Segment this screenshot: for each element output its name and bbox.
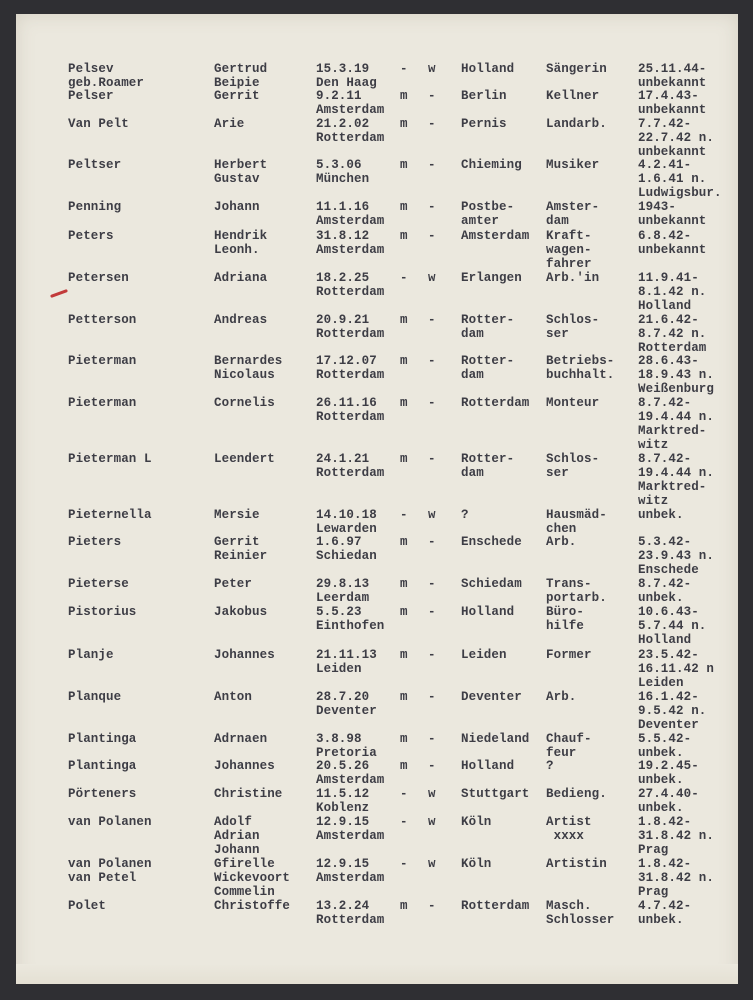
cell-dates: 28.6.43- 18.9.43 n. Weißenburg <box>638 354 715 396</box>
cell-given: Arie <box>214 117 245 131</box>
cell-sex: - <box>400 62 408 76</box>
cell-dates: 10.6.43- 5.7.44 n. Holland <box>638 605 707 647</box>
cell-status: - <box>428 577 436 591</box>
cell-sex: - <box>400 815 408 829</box>
cell-given: Herbert Gustav <box>214 158 268 186</box>
cell-job: Betriebs- buchhalt. <box>546 354 615 382</box>
cell-town: Postbe- amter <box>461 200 515 228</box>
cell-given: Gerrit <box>214 89 260 103</box>
cell-surname: Pieterman <box>68 396 137 410</box>
cell-town: Schiedam <box>461 577 522 591</box>
cell-town: Leiden <box>461 648 507 662</box>
cell-birth: 31.8.12 Amsterdam <box>316 229 385 257</box>
cell-given: Johann <box>214 200 260 214</box>
cell-sex: - <box>400 271 408 285</box>
cell-status: w <box>428 508 436 522</box>
cell-sex: m <box>400 313 408 327</box>
cell-sex: m <box>400 396 408 410</box>
cell-job: Masch. Schlosser <box>546 899 615 927</box>
cell-sex: m <box>400 535 408 549</box>
cell-given: Peter <box>214 577 253 591</box>
cell-given: Hendrik Leonh. <box>214 229 268 257</box>
cell-status: - <box>428 452 436 466</box>
cell-town: Stuttgart <box>461 787 530 801</box>
cell-town: Rotter- dam <box>461 313 515 341</box>
cell-job: Hausmäd- chen <box>546 508 607 536</box>
cell-sex: - <box>400 787 408 801</box>
cell-status: - <box>428 200 436 214</box>
cell-surname: Polet <box>68 899 107 913</box>
cell-status: w <box>428 857 436 871</box>
cell-given: Adolf Adrian Johann <box>214 815 260 857</box>
cell-job: Chauf- feur <box>546 732 592 760</box>
cell-job: Artistin <box>546 857 607 871</box>
cell-job: Arb. <box>546 690 577 704</box>
cell-sex: m <box>400 690 408 704</box>
cell-town: Deventer <box>461 690 522 704</box>
cell-town: Berlin <box>461 89 507 103</box>
cell-surname: Van Pelt <box>68 117 129 131</box>
cell-surname: Planje <box>68 648 114 662</box>
cell-sex: m <box>400 354 408 368</box>
cell-dates: 11.9.41- 8.1.42 n. Holland <box>638 271 707 313</box>
cell-sex: - <box>400 508 408 522</box>
cell-town: Rotterdam <box>461 396 530 410</box>
cell-status: - <box>428 732 436 746</box>
cell-sex: - <box>400 857 408 871</box>
cell-dates: 4.7.42- unbek. <box>638 899 692 927</box>
red-pencil-mark <box>50 289 68 298</box>
cell-job: Arb.'in <box>546 271 600 285</box>
cell-surname: Plantinga <box>68 759 137 773</box>
cell-sex: m <box>400 577 408 591</box>
cell-sex: m <box>400 229 408 243</box>
cell-dates: 7.7.42- 22.7.42 n. unbekannt <box>638 117 715 159</box>
cell-job: Artist xxxx <box>546 815 592 843</box>
cell-surname: Pieterse <box>68 577 129 591</box>
cell-surname: Petterson <box>68 313 137 327</box>
cell-birth: 20.9.21 Rotterdam <box>316 313 385 341</box>
cell-town: Rotterdam <box>461 899 530 913</box>
cell-town: ? <box>461 508 469 522</box>
cell-given: Christoffe <box>214 899 291 913</box>
cell-dates: 1.8.42- 31.8.42 n. Prag <box>638 857 715 899</box>
cell-dates: 1943- unbekannt <box>638 200 707 228</box>
cell-given: Gfirelle Wickevoort Commelin <box>214 857 291 899</box>
cell-given: Johannes <box>214 648 275 662</box>
cell-job: Kellner <box>546 89 600 103</box>
cell-status: w <box>428 62 436 76</box>
cell-given: Andreas <box>214 313 268 327</box>
cell-birth: 29.8.13 Leerdam <box>316 577 370 605</box>
cell-given: Leendert <box>214 452 275 466</box>
cell-surname: Pieterman L <box>68 452 152 466</box>
cell-birth: 5.3.06 München <box>316 158 370 186</box>
cell-birth: 14.10.18 Lewarden <box>316 508 377 536</box>
cell-dates: 23.5.42- 16.11.42 n Leiden <box>638 648 715 690</box>
cell-surname: van Polanen van Petel <box>68 857 152 885</box>
cell-job: Former <box>546 648 592 662</box>
cell-sex: m <box>400 732 408 746</box>
cell-dates: 8.7.42- 19.4.44 n. Marktred- witz <box>638 452 715 508</box>
cell-job: Sängerin <box>546 62 607 76</box>
cell-dates: unbek. <box>638 508 684 522</box>
cell-dates: 8.7.42- 19.4.44 n. Marktred- witz <box>638 396 715 452</box>
cell-status: - <box>428 605 436 619</box>
cell-surname: Petersen <box>68 271 129 285</box>
cell-birth: 15.3.19 Den Haag <box>316 62 377 90</box>
cell-status: - <box>428 535 436 549</box>
cell-sex: m <box>400 899 408 913</box>
cell-birth: 28.7.20 Deventer <box>316 690 377 718</box>
cell-given: Gertrud Beipie <box>214 62 268 90</box>
cell-birth: 11.5.12 Koblenz <box>316 787 370 815</box>
cell-town: Köln <box>461 815 492 829</box>
cell-job: Schlos- ser <box>546 313 600 341</box>
cell-surname: van Polanen <box>68 815 152 829</box>
cell-dates: 25.11.44- unbekannt <box>638 62 707 90</box>
cell-sex: m <box>400 759 408 773</box>
cell-surname: Pieterman <box>68 354 137 368</box>
cell-status: - <box>428 899 436 913</box>
cell-dates: 27.4.40- unbek. <box>638 787 699 815</box>
cell-status: - <box>428 117 436 131</box>
cell-surname: Pelsev geb.Roamer <box>68 62 145 90</box>
cell-given: Anton <box>214 690 253 704</box>
cell-dates: 5.5.42- unbek. <box>638 732 692 760</box>
cell-job: ? <box>546 759 554 773</box>
cell-surname: Plantinga <box>68 732 137 746</box>
cell-status: - <box>428 648 436 662</box>
cell-birth: 21.11.13 Leiden <box>316 648 377 676</box>
cell-sex: m <box>400 605 408 619</box>
cell-status: w <box>428 815 436 829</box>
cell-job: Trans- portarb. <box>546 577 607 605</box>
cell-dates: 19.2.45- unbek. <box>638 759 699 787</box>
cell-surname: Pieters <box>68 535 122 549</box>
cell-birth: 11.1.16 Amsterdam <box>316 200 385 228</box>
cell-job: Musiker <box>546 158 600 172</box>
cell-given: Mersie <box>214 508 260 522</box>
cell-town: Niedeland <box>461 732 530 746</box>
cell-status: - <box>428 690 436 704</box>
cell-sex: m <box>400 648 408 662</box>
cell-birth: 1.6.97 Schiedan <box>316 535 377 563</box>
cell-surname: Pistorius <box>68 605 137 619</box>
cell-sex: m <box>400 117 408 131</box>
cell-birth: 18.2.25 Rotterdam <box>316 271 385 299</box>
cell-sex: m <box>400 200 408 214</box>
cell-town: Erlangen <box>461 271 522 285</box>
cell-job: Arb. <box>546 535 577 549</box>
cell-surname: Peltser <box>68 158 122 172</box>
cell-job: Kraft- wagen- fahrer <box>546 229 592 271</box>
cell-surname: Pelser <box>68 89 114 103</box>
cell-job: Amster- dam <box>546 200 600 228</box>
cell-job: Bedieng. <box>546 787 607 801</box>
cell-status: w <box>428 271 436 285</box>
cell-given: Bernardes Nicolaus <box>214 354 283 382</box>
cell-status: - <box>428 759 436 773</box>
cell-birth: 17.12.07 Rotterdam <box>316 354 385 382</box>
cell-job: Monteur <box>546 396 600 410</box>
cell-town: Enschede <box>461 535 522 549</box>
cell-birth: 26.11.16 Rotterdam <box>316 396 385 424</box>
cell-dates: 17.4.43- unbekannt <box>638 89 707 117</box>
cell-status: - <box>428 158 436 172</box>
cell-surname: Peters <box>68 229 114 243</box>
cell-birth: 20.5.26 Amsterdam <box>316 759 385 787</box>
cell-status: w <box>428 787 436 801</box>
cell-town: Köln <box>461 857 492 871</box>
cell-given: Cornelis <box>214 396 275 410</box>
cell-birth: 13.2.24 Rotterdam <box>316 899 385 927</box>
cell-given: Jakobus <box>214 605 268 619</box>
cell-town: Holland <box>461 759 515 773</box>
cell-sex: m <box>400 89 408 103</box>
cell-birth: 24.1.21 Rotterdam <box>316 452 385 480</box>
cell-birth: 21.2.02 Rotterdam <box>316 117 385 145</box>
cell-status: - <box>428 229 436 243</box>
cell-surname: Penning <box>68 200 122 214</box>
cell-given: Gerrit Reinier <box>214 535 268 563</box>
cell-dates: 21.6.42- 8.7.42 n. Rotterdam <box>638 313 707 355</box>
cell-dates: 16.1.42- 9.5.42 n. Deventer <box>638 690 707 732</box>
cell-dates: 1.8.42- 31.8.42 n. Prag <box>638 815 715 857</box>
cell-surname: Pieternella <box>68 508 152 522</box>
cell-town: Holland <box>461 605 515 619</box>
cell-dates: 6.8.42- unbekannt <box>638 229 707 257</box>
cell-status: - <box>428 313 436 327</box>
cell-town: Amsterdam <box>461 229 530 243</box>
cell-job: Schlos- ser <box>546 452 600 480</box>
cell-sex: m <box>400 158 408 172</box>
cell-given: Johannes <box>214 759 275 773</box>
cell-surname: Planque <box>68 690 122 704</box>
cell-birth: 3.8.98 Pretoria <box>316 732 377 760</box>
cell-job: Landarb. <box>546 117 607 131</box>
cell-sex: m <box>400 452 408 466</box>
cell-status: - <box>428 354 436 368</box>
cell-status: - <box>428 396 436 410</box>
cell-birth: 5.5.23 Einthofen <box>316 605 385 633</box>
cell-town: Chieming <box>461 158 522 172</box>
cell-town: Holland <box>461 62 515 76</box>
cell-job: Büro- hilfe <box>546 605 585 633</box>
cell-birth: 9.2.11 Amsterdam <box>316 89 385 117</box>
cell-given: Christine <box>214 787 283 801</box>
document-page <box>16 14 738 984</box>
cell-given: Adrnaen <box>214 732 268 746</box>
cell-given: Adriana <box>214 271 268 285</box>
cell-town: Rotter- dam <box>461 354 515 382</box>
cell-dates: 8.7.42- unbek. <box>638 577 692 605</box>
cell-dates: 4.2.41- 1.6.41 n. Ludwigsbur. <box>638 158 722 200</box>
cell-birth: 12.9.15 Amsterdam <box>316 857 385 885</box>
cell-status: - <box>428 89 436 103</box>
cell-birth: 12.9.15 Amsterdam <box>316 815 385 843</box>
cell-surname: Pörteners <box>68 787 137 801</box>
cell-town: Rotter- dam <box>461 452 515 480</box>
cell-town: Pernis <box>461 117 507 131</box>
cell-dates: 5.3.42- 23.9.43 n. Enschede <box>638 535 715 577</box>
